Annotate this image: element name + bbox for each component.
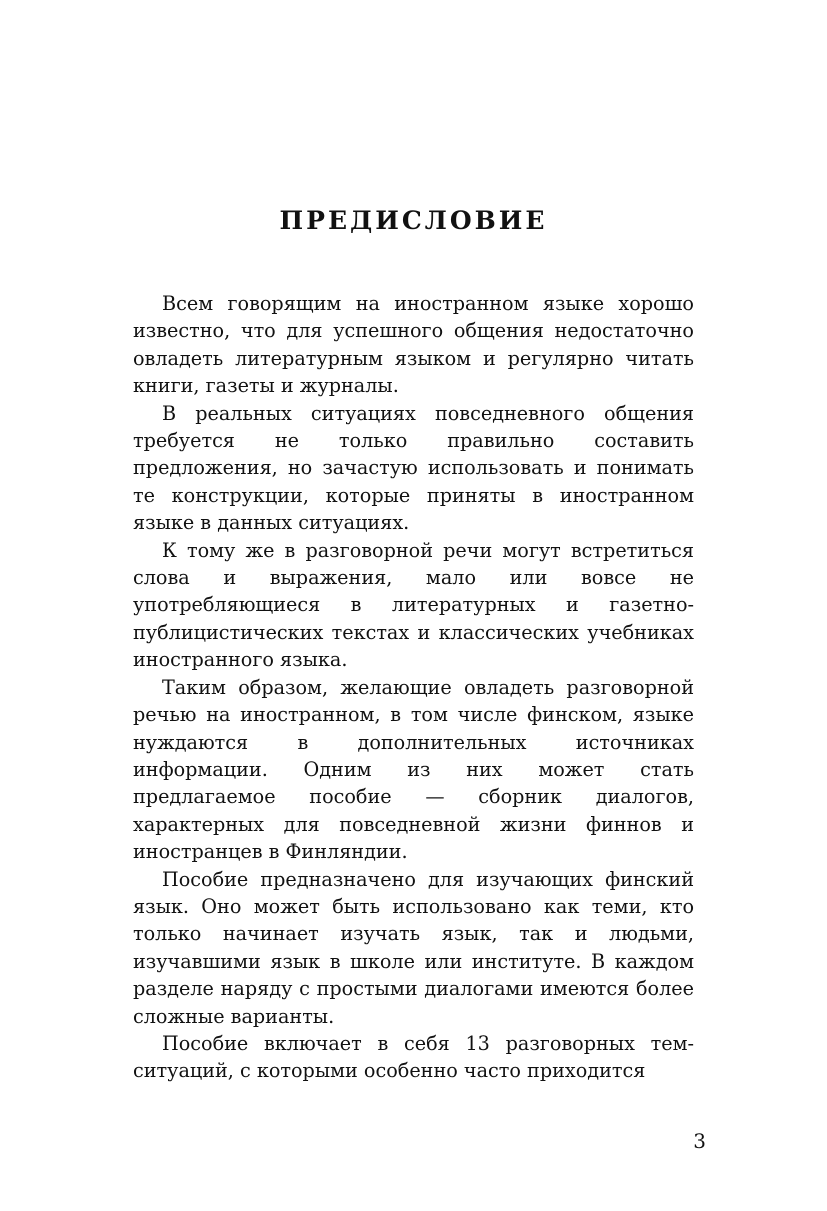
paragraph-2: В реальных ситуациях повседневного общения требуется не только правильно составить предложения, но зачастую использовать и понимать те конструкции, которые приняты в иностранном языке в данных ситуациях.: [133, 401, 694, 535]
paragraph-1: Всем говорящим на иностранном языке хорошо известно, что для успешного общения недостаточно овладеть литературным языком и регулярно читать книги, газеты и журналы.: [133, 292, 694, 398]
paragraph-4: Таким образом, желающие овладеть разговорной речью на иностранном, в том числе финском, языке нуждаются в дополнительных источниках информации. Одним из них может стать предлагаемое пособие — сборник диалогов, характерных для повседневной жизни финнов и иностранцев в Финляндии.: [133, 675, 694, 864]
page-title: ПРЕДИСЛОВИЕ: [279, 206, 548, 235]
paragraph-5: Пособие предназначено для изучающих финский язык. Оно может быть использовано как теми, кто только начинает изучать язык, так и людьми, изучавшими язык в школе или институте. В каждом разделе наряду с простыми диалогами имеются более сложные варианты.: [133, 867, 694, 1028]
preface-body: [133, 290, 694, 1085]
page-number: 3: [693, 1129, 706, 1153]
paragraph-6: Пособие включает в себя 13 разговорных тем-ситуаций, с которыми особенно часто приходится: [133, 1031, 694, 1083]
paragraph-3: К тому же в разговорной речи могут встретиться слова и выражения, мало или вовсе не употребляющиеся в литературных и газетно-публицистических текстах и классических учебниках иностранного языка.: [133, 538, 694, 672]
